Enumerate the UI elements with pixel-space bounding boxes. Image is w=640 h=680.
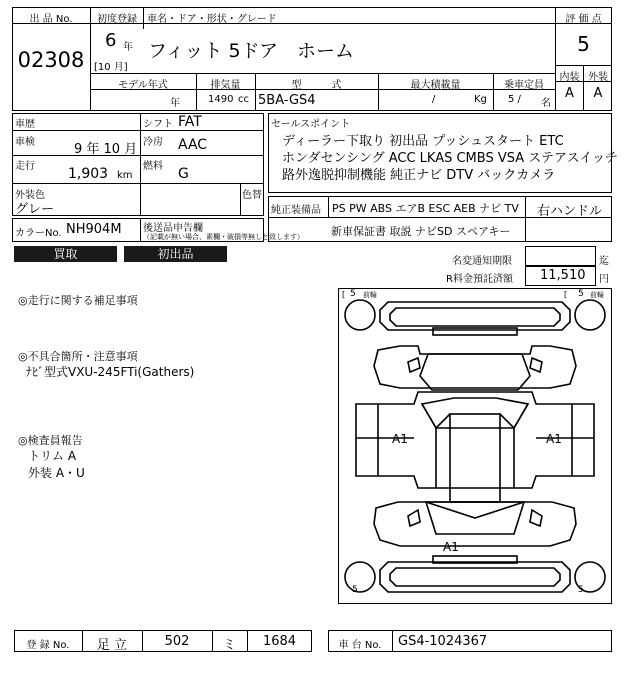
interior-label: 内装 xyxy=(559,72,580,83)
color-mark-label: 色替 xyxy=(242,190,262,201)
name-change-field xyxy=(525,246,596,266)
car-damage-diagram xyxy=(338,288,612,604)
name-change-label: 名変通知期限 xyxy=(452,256,512,267)
model-year-unit: 年 xyxy=(170,98,180,109)
first-reg-year: 6 xyxy=(105,30,117,51)
interior-grade: A xyxy=(565,86,574,101)
car-name-label: 車名・ドア・形状・グレード xyxy=(147,14,277,25)
diagram-corner-front-right: 5 xyxy=(578,289,584,299)
inspection-label: 車検 xyxy=(15,137,35,148)
displacement-unit: cc xyxy=(238,94,249,105)
declaration-note: （記載が無い場合、素欄・破損等無しと致します） xyxy=(143,233,304,241)
max-load-sep: / xyxy=(432,94,436,105)
supplement-title: ◎走行に関する補足事項 xyxy=(18,294,138,307)
ac-value: AAC xyxy=(178,137,208,153)
ac-label: 冷房 xyxy=(143,137,163,148)
color-name: グレー xyxy=(15,202,55,217)
mileage-label: 走行 xyxy=(15,161,35,172)
displacement: 1490 xyxy=(208,94,234,105)
type-label: 型 式 xyxy=(291,80,342,91)
color-no-label: カラーNo. xyxy=(15,228,62,239)
reg-no-label: 登 録 No. xyxy=(26,640,70,651)
recycle-label: R料金預託済額 xyxy=(446,274,513,285)
first-listing-button[interactable]: 初出品 xyxy=(124,246,227,262)
mileage-value: 1,903 xyxy=(68,166,109,182)
corner-label-left: [ xyxy=(342,290,346,299)
reg-number: 1684 xyxy=(262,634,297,649)
model-year-label: モデル年式 xyxy=(118,80,168,91)
exterior-label: 外装 xyxy=(588,72,608,83)
inspector-line2: 外装 A・U xyxy=(28,466,85,480)
sales-points-line3: 路外逸脱抑制機能 純正ナビ DTV バックカメラ xyxy=(282,168,556,183)
defects-title: ◎不具合箇所・注意事項 xyxy=(18,350,138,363)
name-change-unit: 迄 xyxy=(599,256,609,267)
diagram-corner-front-left-unit: 前輪 xyxy=(363,291,377,299)
year-unit: 年 xyxy=(123,42,133,53)
diagram-corner-rear-right: 5 xyxy=(578,585,584,595)
lot-no-label: 出 品 No. xyxy=(29,14,73,25)
max-load-label: 最大積載量 xyxy=(410,80,461,91)
color-no: NH904M xyxy=(66,222,122,237)
reg-class: 502 xyxy=(164,634,190,649)
chassis-no: GS4-1024367 xyxy=(398,634,488,649)
fuel-value: G xyxy=(178,166,189,182)
diagram-corner-front-right-unit: 前輪 xyxy=(590,291,604,299)
first-reg-label: 初度登録 xyxy=(97,14,137,25)
fuel-label: 燃料 xyxy=(143,161,163,172)
sales-points-line2: ホンダセンシング ACC LKAS CMBS VSA ステアスイッチ xyxy=(282,151,618,166)
car-name: フィット 5ドア ホーム xyxy=(148,40,355,62)
right-side-mark: A1 xyxy=(546,432,562,446)
diagram-corner-front-left: 5 xyxy=(350,289,356,299)
inspector-title: ◎検査員報告 xyxy=(18,434,83,447)
equipment-items: PS PW ABS エアB ESC AEB ナビ TV xyxy=(332,202,519,215)
capacity-label: 乗車定員 xyxy=(504,80,544,91)
capacity-unit: 名 xyxy=(541,98,551,109)
exterior-grade: A xyxy=(593,86,603,101)
color-label: 外装色 xyxy=(15,190,45,201)
warranty-items: 新車保証書 取説 ナビSD スペアキー xyxy=(331,225,511,238)
max-load-unit: Kg xyxy=(474,94,487,105)
inspection-value: 9 年 10 月 xyxy=(74,142,138,157)
history-label: 車歴 xyxy=(15,119,35,130)
shift-value: FAT xyxy=(178,114,202,130)
diagram-corner-rear-left: 5 xyxy=(352,585,358,595)
recycle-unit: 円 xyxy=(599,274,609,285)
declaration-label: 後送品申告欄 xyxy=(143,223,203,234)
shift-label: シフト xyxy=(143,119,173,130)
defects-text: ﾅﾋﾞ型式VXU-245FTi(Gathers) xyxy=(26,365,195,379)
type-value: 5BA-GS4 xyxy=(258,93,316,108)
corner-label-right: [ xyxy=(564,290,568,299)
steering-value: 右ハンドル xyxy=(537,204,603,219)
mileage-unit: km xyxy=(117,170,133,181)
chassis-label: 車 台 No. xyxy=(338,640,382,651)
reg-kana: ミ xyxy=(222,638,236,653)
buy-button[interactable]: 買取 xyxy=(14,246,117,262)
sales-points-line1: ディーラー下取り 初出品 プッシュスタート ETC xyxy=(282,134,564,149)
lot-no: 02308 xyxy=(17,48,85,72)
recycle-amount: 11,510 xyxy=(540,268,586,283)
first-reg-month: [10 月] xyxy=(94,62,128,73)
score: 5 xyxy=(577,32,590,56)
rear-mark: A1 xyxy=(443,540,459,554)
score-label: 評 価 点 xyxy=(565,14,602,25)
inspector-line1: トリム A xyxy=(28,449,77,463)
reg-region: 足 立 xyxy=(96,638,128,653)
capacity: 5 / xyxy=(508,94,521,105)
sales-points-label: セールスポイント xyxy=(271,119,351,130)
displacement-label: 排気量 xyxy=(210,80,241,91)
left-side-mark: A1 xyxy=(392,432,408,446)
equipment-label: 純正装備品 xyxy=(271,205,321,216)
